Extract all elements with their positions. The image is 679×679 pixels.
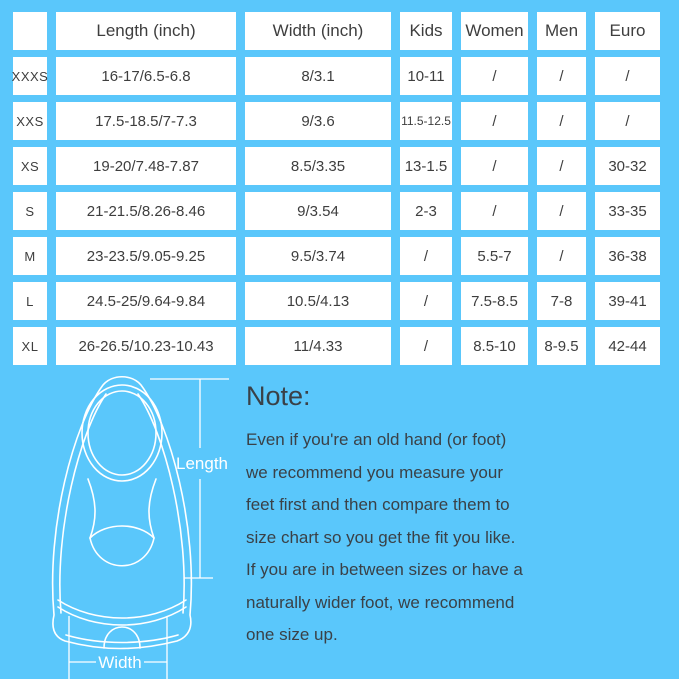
header-cell-women: Women (461, 12, 528, 50)
fin-illustration (0, 372, 240, 679)
table-cell: / (537, 57, 586, 95)
table-cell: 8.5/3.35 (245, 147, 391, 185)
length-label: Length (176, 454, 228, 473)
row-label-xxs: XXS (13, 102, 47, 140)
fin-opening-inner (88, 391, 156, 475)
table-cell: 23-23.5/9.05-9.25 (56, 237, 236, 275)
table-cell: 5.5-7 (461, 237, 528, 275)
table-cell: 16-17/6.5-6.8 (56, 57, 236, 95)
note-line: we recommend you measure your (246, 462, 504, 482)
table-cell: 7-8 (537, 282, 586, 320)
fin-strap-left (88, 479, 95, 538)
note-title: Note: (246, 381, 311, 411)
table-cell: 11/4.33 (245, 327, 391, 365)
fin-strap-right (149, 479, 156, 538)
note-block (246, 380, 661, 652)
size-chart-table (13, 12, 660, 365)
table-cell: 10-11 (400, 57, 452, 95)
table-cell: / (400, 282, 452, 320)
row-label-m: M (13, 237, 47, 275)
table-cell: / (595, 57, 660, 95)
fin-heel-arch (104, 627, 140, 648)
note-line: one size up. (246, 625, 338, 644)
header-cell-euro: Euro (595, 12, 660, 50)
note-line: If you are in between sizes or have a (246, 560, 523, 579)
table-cell: 17.5-18.5/7-7.3 (56, 102, 236, 140)
table-cell: 36-38 (595, 237, 660, 275)
table-cell: 11.5-12.5 (400, 102, 452, 140)
fin-heel-rim-1 (58, 600, 186, 618)
note-line: size chart so you get the fit you like. (246, 527, 516, 547)
fin-opening-outer (82, 385, 162, 481)
table-cell: 9.5/3.74 (245, 237, 391, 275)
width-label: Width (98, 653, 142, 672)
table-cell: / (537, 237, 586, 275)
row-label-xs: XS (13, 147, 47, 185)
table-cell: / (461, 102, 528, 140)
table-cell: 8.5-10 (461, 327, 528, 365)
table-cell: 13-1.5 (400, 147, 452, 185)
header-cell-width: Width (inch) (245, 12, 391, 50)
header-cell-men: Men (537, 12, 586, 50)
note-line: Even if you're an old hand (or foot) (246, 430, 507, 449)
header-cell-blank (13, 12, 47, 50)
fin-base-line (66, 635, 178, 643)
table-cell: 8/3.1 (245, 57, 391, 95)
row-label-s: S (13, 192, 47, 230)
table-cell: / (537, 102, 586, 140)
table-cell: 39-41 (595, 282, 660, 320)
table-cell: 8-9.5 (537, 327, 586, 365)
table-cell: 21-21.5/8.26-8.46 (56, 192, 236, 230)
table-cell: 7.5-8.5 (461, 282, 528, 320)
table-cell: 24.5-25/9.64-9.84 (56, 282, 236, 320)
table-cell: 9/3.6 (245, 102, 391, 140)
row-label-xl: XL (13, 327, 47, 365)
table-cell: 10.5/4.13 (245, 282, 391, 320)
table-cell: 42-44 (595, 327, 660, 365)
row-label-xxxs: XXXS (13, 57, 47, 95)
table-cell: 2-3 (400, 192, 452, 230)
table-cell: 9/3.54 (245, 192, 391, 230)
table-cell: 26-26.5/10.23-10.43 (56, 327, 236, 365)
row-label-l: L (13, 282, 47, 320)
table-cell: 33-35 (595, 192, 660, 230)
table-cell: / (461, 192, 528, 230)
table-cell: / (595, 102, 660, 140)
table-cell: 30-32 (595, 147, 660, 185)
table-cell: / (400, 237, 452, 275)
table-cell: / (537, 147, 586, 185)
fin-instep-bottom (90, 538, 154, 566)
table-cell: / (537, 192, 586, 230)
note-line: feet first and then compare them to (246, 495, 510, 514)
table-cell: 19-20/7.48-7.87 (56, 147, 236, 185)
header-cell-length: Length (inch) (56, 12, 236, 50)
fin-instep-top (90, 526, 154, 538)
header-cell-kids: Kids (400, 12, 452, 50)
table-cell: / (461, 57, 528, 95)
table-cell: / (400, 327, 452, 365)
table-cell: / (461, 147, 528, 185)
note-line: naturally wider foot, we recommend (246, 592, 515, 612)
